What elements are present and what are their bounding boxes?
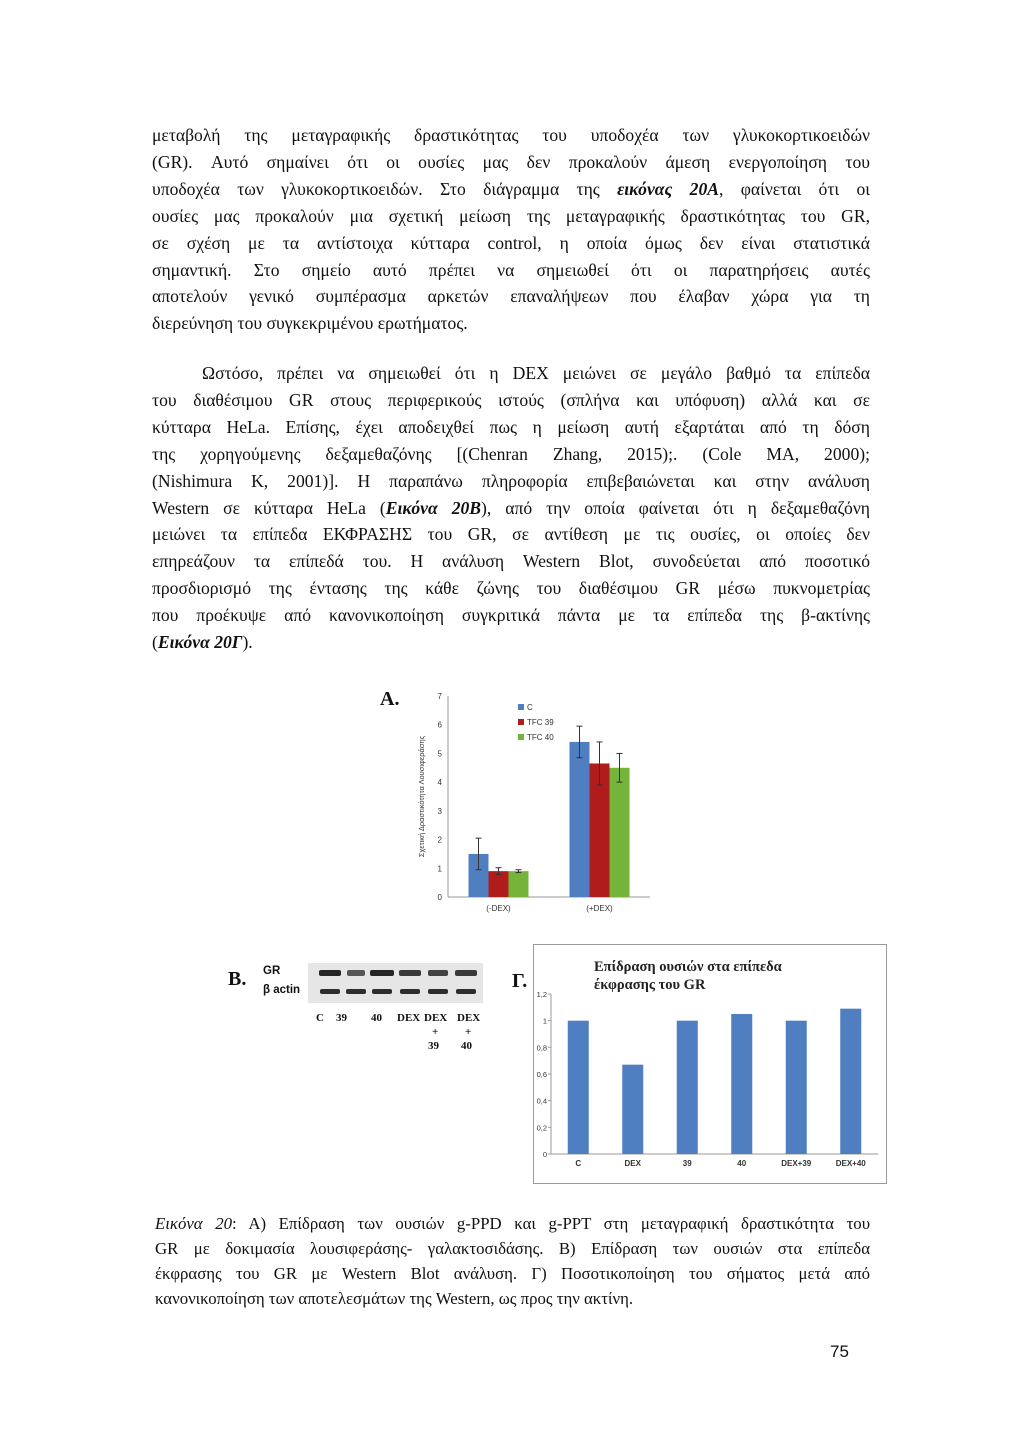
caption-label: Εικόνα 20 [155, 1214, 233, 1233]
legend-swatch [518, 704, 524, 710]
lane-label: 39 [336, 1012, 347, 1024]
y-tick-label: 5 [437, 749, 442, 759]
actin-band [428, 989, 448, 994]
legend-swatch [518, 734, 524, 740]
bar [786, 1021, 807, 1154]
bars-group [568, 1009, 862, 1154]
text-run: ). [242, 632, 253, 653]
text-line: κύτταρα HeLa. Επίσης, έχει αποδειχθεί πως η μείωση αυτή εξαρτάται από τη δόση [152, 416, 870, 437]
bar [622, 1065, 643, 1154]
actin-band [400, 989, 420, 994]
text-line: επηρεάζουν τα επίπεδά του. Η ανάλυση Western Blot, συνοδεύεται από ποσοτικό [152, 551, 870, 572]
text-line [152, 629, 870, 656]
text-line: σε σχέση με τα αντίστοιχα κύτταρα control, η οποία όμως δεν είναι στατιστικά [152, 232, 870, 253]
text-line: (Nishimura K, 2001)]. Η παραπάνω πληροφορία επιβεβαιώνεται και στην ανάλυση [152, 470, 870, 491]
y-tick-label: 4 [437, 778, 442, 788]
text-line [152, 176, 870, 203]
panel-label-c: Γ. [512, 970, 528, 992]
text-line: αποτελούν γενικό συμπέρασμα αρκετών επαναλήψεων που έλαβαν χώρα για τη [152, 286, 870, 307]
y-tick-label: 2 [437, 835, 442, 845]
actin-band [320, 989, 340, 994]
paragraph-1 [152, 122, 870, 337]
legend-label: C [527, 703, 533, 712]
figure-a-label-wrap [380, 688, 399, 711]
y-tick-label: 3 [437, 806, 442, 816]
y-tick-label: 1,2 [536, 990, 547, 999]
y-tick-label: 0,8 [536, 1043, 547, 1053]
expression-bar-chart [533, 944, 885, 1182]
caption-line: έκφρασης του GR με Western Blot ανάλυση. Γ) Ποσοτικοποίηση του σήματος μετά από [155, 1264, 870, 1283]
text-run: υποδοχέα των γλυκοκορτικοειδών. Στο διάγραμμα της [152, 178, 618, 199]
x-tick-label: (+DEX) [586, 904, 613, 913]
gr-band [370, 970, 394, 976]
text-line: της χορηγούμενης δεξαμεθαζόνης [(Chenran Zhang, 2015);. (Cole MA, 2000); [152, 443, 870, 464]
paragraph-2 [152, 360, 870, 656]
text-line: σημαντική. Στο σημείο αυτό πρέπει να σημειωθεί ότι οι παρατηρήσεις αυτές [152, 259, 870, 280]
blot-background [308, 963, 483, 1003]
text-line: που προέκυψε από κανονικοποίηση συγκριτικά πάντα με τα επίπεδα της β-ακτίνης [152, 605, 870, 626]
bar [677, 1021, 698, 1154]
caption-line: κανονικοποίηση των αποτελεσμάτων της Western, ως προς την ακτίνη. [155, 1289, 634, 1308]
y-tick-label: 0 [542, 1150, 547, 1159]
bars-group [469, 726, 630, 897]
gr-band [428, 970, 448, 976]
plus-sign: + [465, 1026, 472, 1038]
bar [731, 1014, 752, 1154]
text-run: ( [152, 632, 158, 653]
y-tick-label: 6 [437, 720, 442, 730]
x-tick-label: 39 [682, 1159, 692, 1168]
sub-label: 39 [428, 1040, 439, 1052]
x-tick-label: 40 [737, 1159, 747, 1168]
lane-labels [316, 1012, 496, 1052]
x-tick-label: DEX+39 [781, 1159, 812, 1168]
text-run: ), από την οποία φαίνεται ότι η δεξαμεθαζόνη [481, 497, 870, 518]
text-line: διερεύνηση του συγκεκριμένου ερωτήματος. [152, 313, 468, 334]
figure-caption [155, 1211, 870, 1311]
caption-line: GR με δοκιμασία λουσιφεράσης- γαλακτοσιδάσης. Β) Επίδραση των ουσιών στα επίπεδα [155, 1239, 870, 1258]
western-blot-image [308, 963, 483, 1003]
lane-label: 40 [371, 1012, 382, 1024]
gr-band [347, 970, 365, 976]
chart-title-line: έκφρασης του GR [594, 977, 706, 993]
x-tick-label: DEX [624, 1159, 641, 1168]
text-run: : Α) Επίδραση των ουσιών g-PPD και g-PPT στη μεταγραφική δραστικότητα του [232, 1214, 871, 1233]
text-run: , φαίνεται ότι οι [719, 178, 870, 199]
lane-label: DEX [424, 1012, 448, 1024]
figure-reference: Εικόνα 20Β [385, 497, 482, 518]
y-tick-label: 0,4 [536, 1096, 547, 1106]
figure-reference: εικόνας 20Α [617, 178, 719, 199]
y-tick-label: 1 [437, 864, 442, 874]
legend-label: TFC 40 [527, 733, 554, 742]
bar [840, 1009, 861, 1154]
bar [570, 742, 590, 897]
y-tick-label: 0,2 [536, 1123, 547, 1133]
caption-line [155, 1211, 870, 1236]
chart-title-line: Επίδραση ουσιών στα επίπεδα [594, 959, 782, 975]
gr-band [455, 970, 477, 976]
legend-swatch [518, 719, 524, 725]
text-line: του διαθέσιμου GR στους περιφερικούς ιστούς (σπλήνα και υπόφυση) αλλά και σε [152, 389, 870, 410]
text-line: μειώνει τα επίπεδα ΕΚΦΡΑΣΗΣ του GR, σε αντίθεση με τις ουσίες, οι οποίες δεν [152, 524, 870, 545]
x-axis-labels [575, 1159, 866, 1168]
x-tick-label: DEX+40 [835, 1159, 866, 1168]
gr-band [399, 970, 421, 976]
legend-label: TFC 39 [527, 718, 554, 727]
row-label-gr: GR [263, 965, 281, 977]
panel-label-b: B. [228, 968, 247, 990]
bar [610, 768, 630, 897]
bar [509, 871, 529, 897]
figure-reference: Εικόνα 20Γ [157, 632, 243, 653]
actin-band [372, 989, 392, 994]
x-axis-labels [486, 904, 613, 913]
y-axis-label: Σχετική Δραστικότητα Λουσιφεράσης [417, 735, 426, 858]
text-line: ουσίες μας προκαλούν μια σχετική μείωση της μεταγραφικής δραστικότητας του GR, [152, 205, 870, 226]
text-line: μεταβολή της μεταγραφικής δραστικότητας του υποδοχέα των γλυκοκορτικοειδών [152, 125, 870, 145]
y-tick-label: 0 [437, 893, 442, 902]
plus-sign: + [432, 1026, 439, 1038]
luciferase-bar-chart [400, 688, 656, 920]
x-tick-label: (-DEX) [486, 904, 511, 913]
legend [518, 703, 554, 742]
lane-label: C [316, 1012, 324, 1024]
bar [568, 1021, 589, 1154]
text-line: (GR). Αυτό σημαίνει ότι οι ουσίες μας δεν προκαλούν άμεση ενεργοποίηση του [152, 151, 870, 172]
sub-label: 40 [461, 1040, 472, 1052]
gr-band [319, 970, 341, 976]
row-label-actin: β actin [263, 984, 301, 996]
y-tick-label: 1 [542, 1016, 547, 1026]
text-line: Ωστόσο, πρέπει να σημειωθεί ότι η DEX μειώνει σε μεγάλο βαθμό τα επίπεδα [202, 363, 870, 383]
x-tick-label: C [575, 1159, 582, 1168]
text-line [152, 495, 870, 522]
y-tick-label: 0,6 [536, 1070, 547, 1079]
y-tick-label: 7 [437, 692, 442, 701]
actin-band [346, 989, 366, 994]
actin-band [456, 989, 476, 994]
text-run: Western σε κύτταρα HeLa ( [152, 497, 386, 518]
text-line: προσδιορισμό της έντασης της κάθε ζώνης του διαθέσιμου GR μέσω πυκνομετρίας [152, 578, 870, 599]
lane-label: DEX [457, 1012, 481, 1024]
page-number: 75 [830, 1342, 849, 1361]
figure-c-label-wrap [512, 970, 527, 993]
panel-label-a: A. [380, 688, 400, 710]
lane-label: DEX [397, 1012, 421, 1024]
